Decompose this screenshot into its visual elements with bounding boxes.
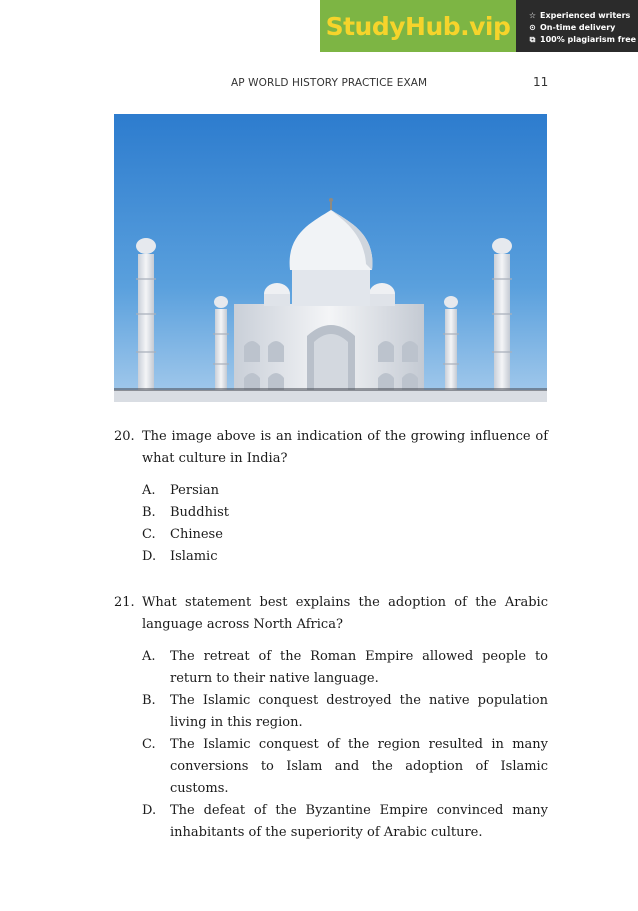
choice-text: The defeat of the Byzantine Empire convinced many inhabitants of the superiority of Arabic culture.: [170, 803, 548, 840]
choice-text: The Islamic conquest destroyed the native population living in this region.: [170, 693, 548, 730]
star-icon: ☆: [528, 10, 537, 20]
answer-choice: [114, 690, 548, 734]
choice-text: Chinese: [170, 527, 223, 542]
answer-choice: [114, 524, 548, 546]
choice-text: The Islamic conquest of the region resulted in many conversions to Islam and the adoption of Islamic customs.: [170, 737, 548, 796]
feature-text: 100% plagiarism free: [540, 35, 637, 44]
choice-text: The retreat of the Roman Empire allowed people to return to their native language.: [170, 649, 548, 686]
answer-choice: [114, 480, 548, 502]
clock-icon: ⊙: [529, 22, 536, 32]
choice-letter: D.: [142, 803, 157, 818]
choice-text: Buddhist: [170, 505, 229, 520]
choice-letter: D.: [142, 549, 157, 564]
answer-choice: [114, 800, 548, 844]
running-head: AP WORLD HISTORY PRACTICE EXAM: [231, 77, 428, 89]
studyhub-banner[interactable]: [320, 0, 638, 52]
answer-choice: [114, 502, 548, 524]
feature-text: On-time delivery: [540, 22, 616, 32]
brand-logo[interactable]: StudyHub.vip: [320, 0, 516, 52]
choice-text: Persian: [170, 483, 220, 498]
choice-letter: A.: [142, 483, 156, 498]
choice-letter: B.: [142, 693, 156, 708]
feature-list: [516, 0, 638, 52]
choice-letter: B.: [142, 505, 156, 520]
answer-choice: [114, 646, 548, 690]
question-text: The image above is an indication of the growing influence of what culture in India?: [142, 429, 548, 466]
feature-item: [528, 23, 638, 32]
choice-letter: C.: [142, 527, 156, 542]
question-20: [114, 426, 548, 568]
copy-icon: ⧉: [529, 34, 536, 44]
answer-choices: [114, 646, 548, 844]
choice-text: Islamic: [170, 549, 218, 564]
answer-choice: [114, 734, 548, 800]
question-number: 21.: [114, 595, 135, 610]
answer-choices: [114, 480, 548, 568]
choice-letter: A.: [142, 649, 156, 664]
page-number: 11: [533, 75, 549, 89]
question-text: What statement best explains the adoption of the Arabic language across North Africa?: [142, 595, 548, 632]
question-21: [114, 592, 548, 844]
choice-letter: C.: [142, 737, 156, 752]
answer-choice: [114, 546, 548, 568]
feature-item: [528, 35, 638, 45]
question-number: 20.: [114, 429, 135, 444]
taj-mahal-photo: [114, 114, 547, 402]
feature-item: [528, 11, 638, 20]
feature-text: Experienced writers: [540, 10, 631, 20]
